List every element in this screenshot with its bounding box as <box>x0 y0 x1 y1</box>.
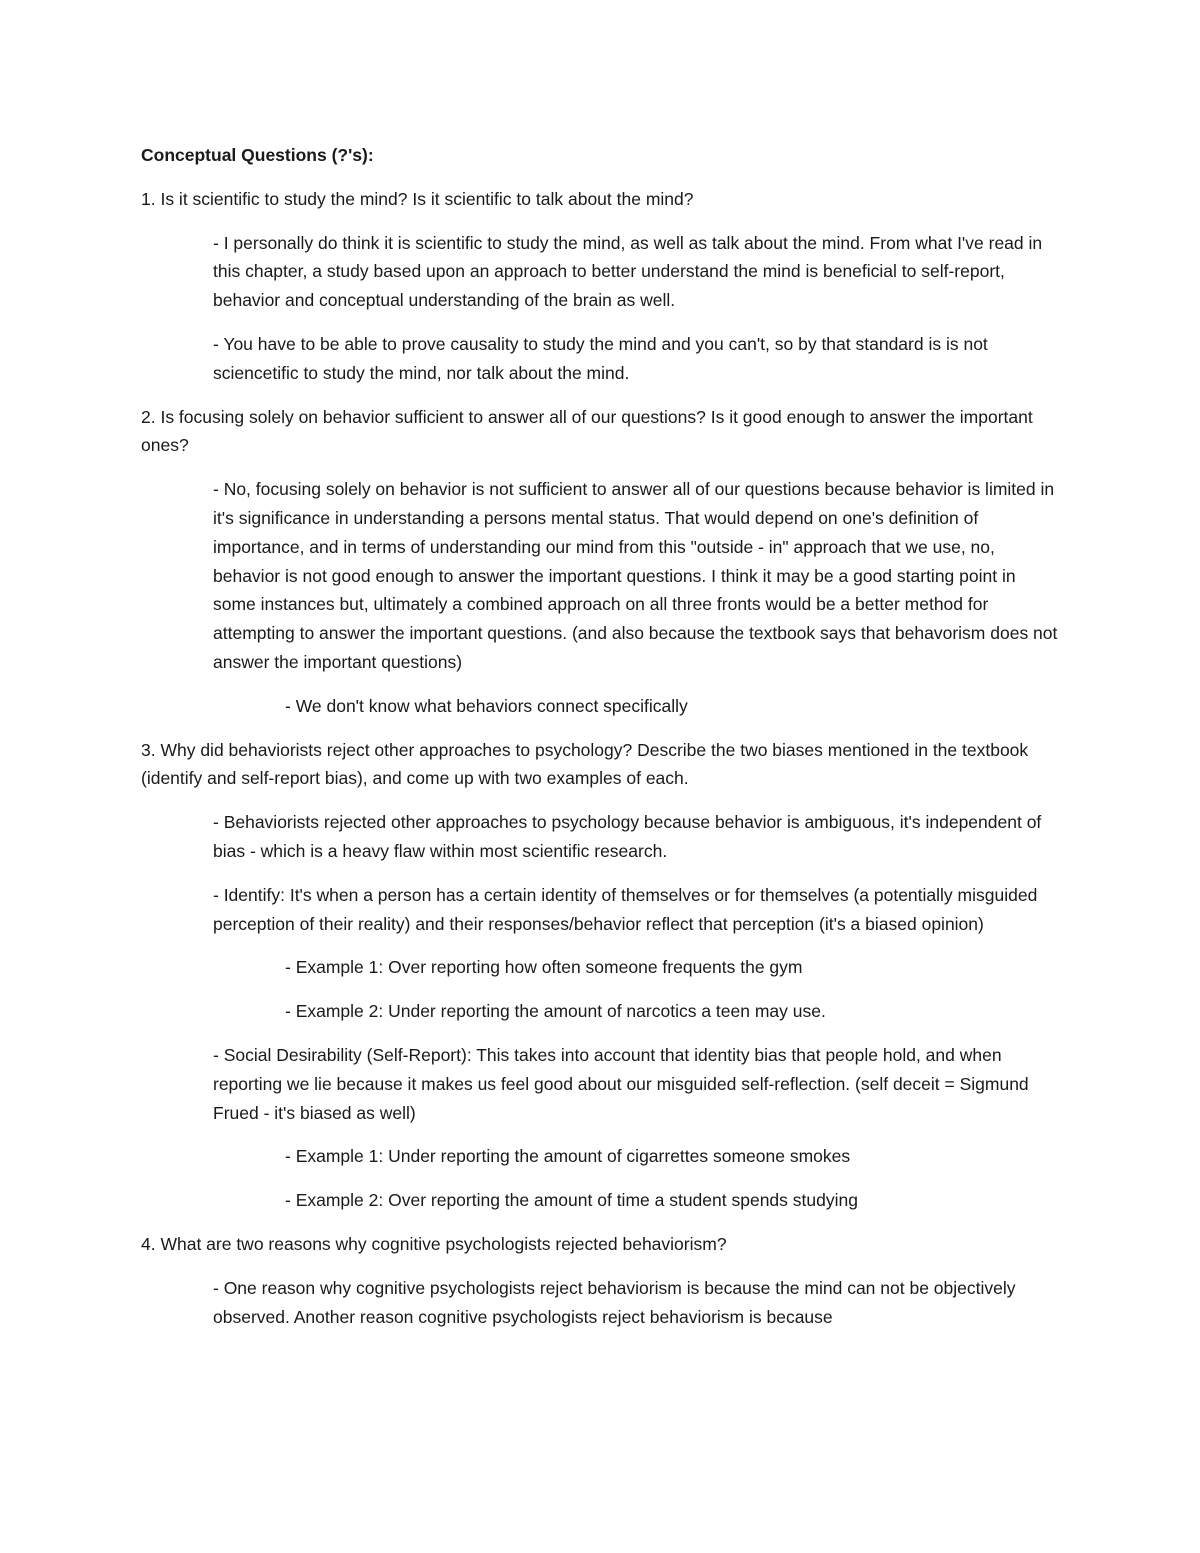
answer-2: - No, focusing solely on behavior is not sufficient to answer all of our questions because behavior is limited in it's significance in understanding a persons mental status. That would depend on one's definition of importance, and in terms of understanding our mind from this "outside - in" approach that we use, no, behavior is not good enough to answer the important questions. I think it may be a good starting point in some instances but, ultimately a combined approach on all three fronts would be a better method for attempting to answer the important questions. (and also because the textbook says that behavorism does not answer the important questions) <box>213 479 1058 672</box>
identify-example-2: - Example 2: Under reporting the amount of narcotics a teen may use. <box>285 1001 826 1022</box>
answer-4: - One reason why cognitive psychologists reject behaviorism is because the mind can not be objectively observed. Another reason cognitive psychologists reject behaviorism is because <box>213 1277 1016 1327</box>
self-report-example-1: - Example 1: Under reporting the amount of cigarrettes someone smokes <box>285 1146 851 1167</box>
question-4: 4. What are two reasons why cognitive psychologists rejected behaviorism? <box>141 1233 727 1254</box>
answer-2-note: - We don't know what behaviors connect specifically <box>285 695 688 716</box>
answer-3-identify: - Identify: It's when a person has a certain identity of themselves or for themselves (a potentially misguided perception of their reality) and their responses/behavior reflect that perception (it's a biased opinion) <box>213 884 1038 934</box>
question-2: 2. Is focusing solely on behavior sufficient to answer all of our questions? Is it good enough to answer the important ones? <box>141 406 1033 456</box>
document-body <box>141 141 1061 1346</box>
self-report-example-2: - Example 2: Over reporting the amount of time a student spends studying <box>285 1190 858 1211</box>
document-heading: Conceptual Questions (?'s): <box>141 145 374 165</box>
answer-3-social-desirability: - Social Desirability (Self-Report): This takes into account that identity bias that people hold, and when reporting we lie because it makes us feel good about our misguided self-reflection. (self deceit = Sigmund Frued - it's biased as well) <box>213 1044 1029 1123</box>
answer-1a: - I personally do think it is scientific to study the mind, as well as talk about the mind. From what I've read in this chapter, a study based upon an approach to better understand the mind is beneficial to self-report, behavior and conceptual understanding of the brain as well. <box>213 232 1043 311</box>
question-1: 1. Is it scientific to study the mind? Is it scientific to talk about the mind? <box>141 188 694 209</box>
identify-example-1: - Example 1: Over reporting how often someone frequents the gym <box>285 957 803 978</box>
question-3: 3. Why did behaviorists reject other approaches to psychology? Describe the two biases mentioned in the textbook (identify and self-report bias), and come up with two examples of each. <box>141 739 1029 789</box>
answer-1b: - You have to be able to prove causality to study the mind and you can't, so by that standard is is not sciencetific to study the mind, nor talk about the mind. <box>213 333 988 383</box>
answer-3-behaviorists: - Behaviorists rejected other approaches to psychology because behavior is ambiguous, it's independent of bias - which is a heavy flaw within most scientific research. <box>213 812 1042 861</box>
